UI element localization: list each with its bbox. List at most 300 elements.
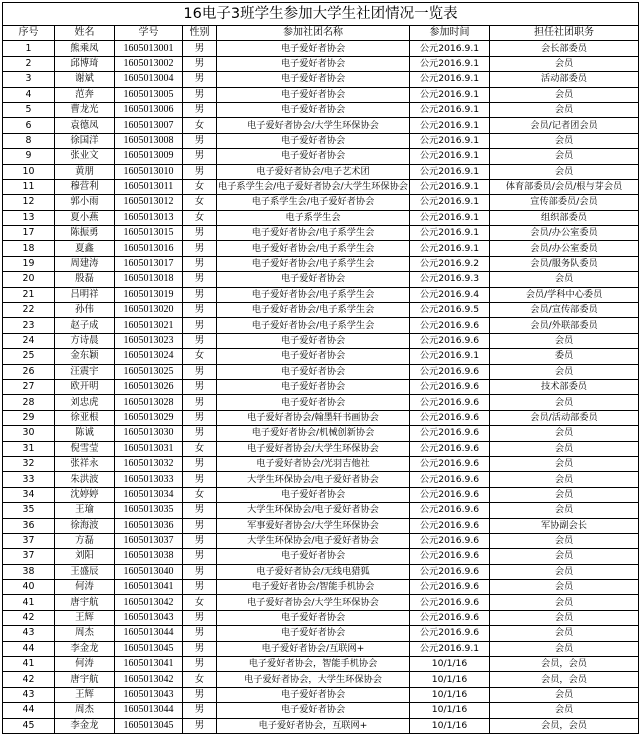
cell-student-id: 1605013043 (115, 687, 183, 702)
cell-club-role: 会员/学科中心委员 (490, 287, 639, 302)
cell-name: 王辉 (55, 687, 115, 702)
cell-index: 2 (3, 56, 55, 71)
cell-index: 43 (3, 687, 55, 702)
cell-index: 44 (3, 703, 55, 718)
cell-name: 周杰 (55, 703, 115, 718)
cell-gender: 女 (183, 195, 217, 210)
club-participation-table (2, 2, 639, 734)
cell-index: 38 (3, 564, 55, 579)
cell-join-date: 公元2016.9.1 (410, 56, 490, 71)
table-row (3, 426, 639, 441)
cell-gender: 男 (183, 533, 217, 548)
cell-index: 8 (3, 133, 55, 148)
cell-join-date: 公元2016.9.6 (410, 626, 490, 641)
cell-name: 郭小雨 (55, 195, 115, 210)
cell-gender: 女 (183, 441, 217, 456)
cell-index: 13 (3, 210, 55, 225)
cell-student-id: 1605013040 (115, 564, 183, 579)
cell-gender: 男 (183, 718, 217, 733)
cell-club-role: 会员 (490, 533, 639, 548)
cell-club-role: 会员，会员 (490, 718, 639, 733)
cell-club-role: 会员，会员 (490, 657, 639, 672)
cell-name: 朱洪波 (55, 472, 115, 487)
cell-gender: 男 (183, 641, 217, 656)
cell-gender: 男 (183, 657, 217, 672)
cell-student-id: 1605013013 (115, 210, 183, 225)
cell-join-date: 10/1/16 (410, 687, 490, 702)
cell-index: 27 (3, 379, 55, 394)
cell-gender: 男 (183, 364, 217, 379)
cell-index: 18 (3, 241, 55, 256)
table-row (3, 303, 639, 318)
cell-club-role: 会员 (490, 56, 639, 71)
cell-name: 王盛辰 (55, 564, 115, 579)
cell-gender: 男 (183, 549, 217, 564)
cell-gender: 男 (183, 102, 217, 117)
cell-name: 曹龙光 (55, 102, 115, 117)
cell-join-date: 公元2016.9.5 (410, 303, 490, 318)
cell-index: 34 (3, 487, 55, 502)
table-row (3, 549, 639, 564)
cell-index: 9 (3, 149, 55, 164)
cell-join-date: 10/1/16 (410, 718, 490, 733)
table-row (3, 472, 639, 487)
cell-index: 32 (3, 456, 55, 471)
cell-student-id: 1605013015 (115, 226, 183, 241)
cell-gender: 男 (183, 41, 217, 56)
cell-join-date: 公元2016.9.1 (410, 118, 490, 133)
header-club-role: 担任社团职务 (490, 26, 639, 41)
cell-student-id: 1605013002 (115, 56, 183, 71)
table-row (3, 287, 639, 302)
table-row (3, 718, 639, 733)
cell-index: 30 (3, 426, 55, 441)
cell-student-id: 1605013019 (115, 287, 183, 302)
cell-gender: 男 (183, 333, 217, 348)
cell-student-id: 1605013041 (115, 580, 183, 595)
cell-club-role: 会员 (490, 564, 639, 579)
cell-gender: 男 (183, 518, 217, 533)
cell-join-date: 公元2016.9.6 (410, 379, 490, 394)
cell-student-id: 1605013001 (115, 41, 183, 56)
club-participation-sheet (2, 2, 638, 734)
table-row (3, 272, 639, 287)
cell-club-name: 电子爱好者协会/无线电猎狐 (217, 564, 410, 579)
cell-gender: 女 (183, 672, 217, 687)
cell-join-date: 公元2016.9.3 (410, 272, 490, 287)
cell-club-name: 大学生环保协会/电子爱好者协会 (217, 533, 410, 548)
cell-gender: 男 (183, 687, 217, 702)
cell-gender: 男 (183, 395, 217, 410)
cell-index: 17 (3, 226, 55, 241)
cell-club-name: 电子爱好者协会/大学生环保协会 (217, 441, 410, 456)
cell-club-role: 会员 (490, 641, 639, 656)
cell-join-date: 公元2016.9.1 (410, 195, 490, 210)
cell-student-id: 1605013037 (115, 533, 183, 548)
header-name: 姓名 (55, 26, 115, 41)
cell-student-id: 1605013026 (115, 379, 183, 394)
cell-club-name: 电子爱好者协会/大学生环保协会 (217, 595, 410, 610)
cell-join-date: 公元2016.9.1 (410, 210, 490, 225)
cell-club-name: 电子爱好者协会 (217, 72, 410, 87)
cell-name: 孙伟 (55, 303, 115, 318)
cell-club-role: 会员/服务队委员 (490, 256, 639, 271)
cell-club-name: 电子爱好者协会/光羽吉他社 (217, 456, 410, 471)
cell-index: 19 (3, 256, 55, 271)
cell-student-id: 1605013038 (115, 549, 183, 564)
cell-index: 12 (3, 195, 55, 210)
cell-gender: 男 (183, 626, 217, 641)
cell-name: 袁德凤 (55, 118, 115, 133)
cell-student-id: 1605013023 (115, 333, 183, 348)
cell-student-id: 1605013008 (115, 133, 183, 148)
cell-club-name: 电子爱好者协会，智能手机协会 (217, 657, 410, 672)
cell-name: 何涛 (55, 657, 115, 672)
cell-student-id: 1605013004 (115, 72, 183, 87)
cell-club-role: 会员 (490, 580, 639, 595)
cell-name: 周建涛 (55, 256, 115, 271)
cell-club-role: 委员 (490, 349, 639, 364)
cell-join-date: 公元2016.9.1 (410, 179, 490, 194)
cell-gender: 男 (183, 303, 217, 318)
cell-join-date: 公元2016.9.6 (410, 426, 490, 441)
table-row (3, 102, 639, 117)
table-row (3, 580, 639, 595)
cell-name: 刘阳 (55, 549, 115, 564)
table-row (3, 195, 639, 210)
cell-club-role: 会员/办公室委员 (490, 226, 639, 241)
cell-name: 李金龙 (55, 718, 115, 733)
cell-name: 唐宇航 (55, 672, 115, 687)
cell-gender: 男 (183, 564, 217, 579)
cell-join-date: 公元2016.9.1 (410, 164, 490, 179)
cell-name: 唐宇航 (55, 595, 115, 610)
cell-club-name: 电子系学生会 (217, 210, 410, 225)
table-row (3, 626, 639, 641)
cell-student-id: 1605013042 (115, 672, 183, 687)
cell-index: 6 (3, 118, 55, 133)
cell-student-id: 1605013020 (115, 303, 183, 318)
cell-join-date: 公元2016.9.1 (410, 72, 490, 87)
cell-name: 徐亚根 (55, 410, 115, 425)
cell-name: 赵子成 (55, 318, 115, 333)
cell-club-role: 会员 (490, 364, 639, 379)
table-body (3, 41, 639, 734)
table-row (3, 87, 639, 102)
cell-index: 4 (3, 87, 55, 102)
cell-name: 邱博琦 (55, 56, 115, 71)
cell-club-name: 电子爱好者协会/电子系学生会 (217, 241, 410, 256)
cell-club-name: 电子爱好者协会 (217, 133, 410, 148)
cell-club-name: 电子爱好者协会 (217, 549, 410, 564)
cell-join-date: 公元2016.9.6 (410, 564, 490, 579)
cell-club-name: 电子爱好者协会 (217, 626, 410, 641)
cell-name: 张祥永 (55, 456, 115, 471)
cell-index: 5 (3, 102, 55, 117)
cell-name: 方磊 (55, 533, 115, 548)
cell-club-name: 电子爱好者协会/电子系学生会 (217, 287, 410, 302)
cell-join-date: 公元2016.9.1 (410, 241, 490, 256)
cell-club-name: 电子爱好者协会/电子系学生会 (217, 256, 410, 271)
cell-student-id: 1605013042 (115, 595, 183, 610)
cell-join-date: 公元2016.9.1 (410, 133, 490, 148)
table-row (3, 256, 639, 271)
cell-club-role: 会员 (490, 441, 639, 456)
cell-club-role: 会员，会员 (490, 672, 639, 687)
cell-club-role: 会员 (490, 456, 639, 471)
cell-club-role: 会员/活动部委员 (490, 410, 639, 425)
cell-index: 42 (3, 672, 55, 687)
cell-index: 29 (3, 410, 55, 425)
cell-join-date: 公元2016.9.6 (410, 472, 490, 487)
cell-gender: 男 (183, 256, 217, 271)
cell-student-id: 1605013024 (115, 349, 183, 364)
cell-club-name: 电子爱好者协会/互联网+ (217, 641, 410, 656)
cell-club-name: 电子爱好者协会/电子系学生会 (217, 318, 410, 333)
cell-club-name: 电子爱好者协会/翰墨轩书画协会 (217, 410, 410, 425)
cell-student-id: 1605013028 (115, 395, 183, 410)
table-row (3, 364, 639, 379)
cell-name: 张业文 (55, 149, 115, 164)
cell-student-id: 1605013044 (115, 703, 183, 718)
cell-name: 王瑜 (55, 503, 115, 518)
cell-club-role: 会员 (490, 164, 639, 179)
cell-student-id: 1605013041 (115, 657, 183, 672)
cell-student-id: 1605013030 (115, 426, 183, 441)
cell-club-name: 电子爱好者协会，大学生环保协会 (217, 672, 410, 687)
cell-student-id: 1605013035 (115, 503, 183, 518)
cell-club-role: 会员 (490, 549, 639, 564)
cell-student-id: 1605013043 (115, 610, 183, 625)
cell-index: 10 (3, 164, 55, 179)
cell-club-name: 电子爱好者协会/智能手机协会 (217, 580, 410, 595)
cell-club-name: 电子爱好者协会 (217, 87, 410, 102)
cell-index: 28 (3, 395, 55, 410)
header-club-name: 参加社团名称 (217, 26, 410, 41)
cell-club-role: 会员/外联部委员 (490, 318, 639, 333)
cell-index: 21 (3, 287, 55, 302)
cell-gender: 男 (183, 149, 217, 164)
cell-student-id: 1605013005 (115, 87, 183, 102)
cell-gender: 男 (183, 580, 217, 595)
cell-index: 3 (3, 72, 55, 87)
cell-student-id: 1605013045 (115, 641, 183, 656)
cell-club-name: 电子爱好者协会/大学生环保协会 (217, 118, 410, 133)
table-row (3, 379, 639, 394)
table-row (3, 456, 639, 471)
cell-club-role: 会长部委员 (490, 41, 639, 56)
cell-gender: 男 (183, 56, 217, 71)
cell-gender: 男 (183, 318, 217, 333)
cell-join-date: 公元2016.9.2 (410, 256, 490, 271)
cell-index: 40 (3, 580, 55, 595)
cell-join-date: 公元2016.9.1 (410, 349, 490, 364)
cell-club-name: 电子爱好者协会/电子系学生会 (217, 303, 410, 318)
cell-name: 吕明祥 (55, 287, 115, 302)
cell-club-role: 会员 (490, 503, 639, 518)
cell-join-date: 10/1/16 (410, 703, 490, 718)
cell-join-date: 公元2016.9.6 (410, 456, 490, 471)
cell-name: 夏小燕 (55, 210, 115, 225)
cell-index: 42 (3, 610, 55, 625)
cell-gender: 男 (183, 241, 217, 256)
cell-join-date: 10/1/16 (410, 657, 490, 672)
cell-gender: 男 (183, 72, 217, 87)
cell-gender: 男 (183, 426, 217, 441)
cell-index: 37 (3, 549, 55, 564)
cell-club-role: 组织部委员 (490, 210, 639, 225)
cell-club-role: 会员 (490, 133, 639, 148)
cell-gender: 男 (183, 226, 217, 241)
cell-club-role: 会员 (490, 426, 639, 441)
cell-gender: 女 (183, 179, 217, 194)
cell-club-role: 活动部委员 (490, 72, 639, 87)
cell-index: 22 (3, 303, 55, 318)
table-row (3, 226, 639, 241)
cell-club-name: 电子爱好者协会，互联网+ (217, 718, 410, 733)
cell-name: 陈振勇 (55, 226, 115, 241)
cell-club-name: 大学生环保协会/电子爱好者协会 (217, 503, 410, 518)
cell-club-name: 电子爱好者协会/机械创新协会 (217, 426, 410, 441)
cell-name: 欧开明 (55, 379, 115, 394)
cell-gender: 男 (183, 133, 217, 148)
cell-index: 41 (3, 595, 55, 610)
cell-club-role: 会员 (490, 687, 639, 702)
cell-name: 范奔 (55, 87, 115, 102)
cell-student-id: 1605013010 (115, 164, 183, 179)
cell-index: 26 (3, 364, 55, 379)
table-row (3, 595, 639, 610)
cell-join-date: 公元2016.9.6 (410, 487, 490, 502)
cell-club-role: 宣传部委员/会员 (490, 195, 639, 210)
cell-club-name: 电子爱好者协会 (217, 149, 410, 164)
cell-join-date: 公元2016.9.6 (410, 595, 490, 610)
table-row (3, 687, 639, 702)
cell-student-id: 1605013045 (115, 718, 183, 733)
cell-student-id: 1605013025 (115, 364, 183, 379)
cell-club-name: 电子系学生会/电子爱好者协会/大学生环保协会 (217, 179, 410, 194)
cell-join-date: 公元2016.9.6 (410, 318, 490, 333)
cell-club-role: 会员/宣传部委员 (490, 303, 639, 318)
table-row (3, 349, 639, 364)
table-row (3, 318, 639, 333)
cell-index: 41 (3, 657, 55, 672)
cell-club-role: 会员 (490, 87, 639, 102)
cell-club-name: 电子爱好者协会 (217, 272, 410, 287)
cell-gender: 女 (183, 349, 217, 364)
table-row (3, 564, 639, 579)
table-row (3, 118, 639, 133)
cell-index: 23 (3, 318, 55, 333)
table-row (3, 56, 639, 71)
cell-club-name: 电子爱好者协会 (217, 487, 410, 502)
cell-club-name: 电子爱好者协会 (217, 395, 410, 410)
cell-index: 37 (3, 533, 55, 548)
table-row (3, 133, 639, 148)
cell-gender: 男 (183, 703, 217, 718)
cell-join-date: 公元2016.9.6 (410, 441, 490, 456)
cell-name: 穆营利 (55, 179, 115, 194)
cell-join-date: 公元2016.9.6 (410, 333, 490, 348)
cell-name: 何涛 (55, 580, 115, 595)
cell-club-name: 电子爱好者协会 (217, 102, 410, 117)
header-join-date: 参加时间 (410, 26, 490, 41)
cell-gender: 女 (183, 210, 217, 225)
cell-join-date: 公元2016.9.6 (410, 549, 490, 564)
table-row (3, 503, 639, 518)
cell-gender: 男 (183, 272, 217, 287)
cell-join-date: 公元2016.9.6 (410, 364, 490, 379)
cell-club-name: 电子爱好者协会 (217, 610, 410, 625)
cell-club-name: 电子爱好者协会 (217, 687, 410, 702)
cell-name: 谢斌 (55, 72, 115, 87)
table-row (3, 72, 639, 87)
cell-join-date: 公元2016.9.6 (410, 533, 490, 548)
cell-club-name: 电子爱好者协会 (217, 56, 410, 71)
cell-name: 徐国洋 (55, 133, 115, 148)
header-student-id: 学号 (115, 26, 183, 41)
table-row (3, 410, 639, 425)
cell-gender: 男 (183, 610, 217, 625)
table-row (3, 41, 639, 56)
cell-student-id: 1605013016 (115, 241, 183, 256)
cell-student-id: 1605013009 (115, 149, 183, 164)
cell-club-role: 会员 (490, 149, 639, 164)
cell-club-role: 会员 (490, 395, 639, 410)
cell-club-role: 会员/办公室委员 (490, 241, 639, 256)
header-gender: 性别 (183, 26, 217, 41)
cell-gender: 男 (183, 472, 217, 487)
cell-join-date: 公元2016.9.1 (410, 87, 490, 102)
cell-gender: 男 (183, 503, 217, 518)
cell-club-role: 体育部委员/会员/根与芽会员 (490, 179, 639, 194)
cell-join-date: 公元2016.9.1 (410, 641, 490, 656)
cell-name: 李金龙 (55, 641, 115, 656)
table-row (3, 241, 639, 256)
cell-student-id: 1605013031 (115, 441, 183, 456)
header-row (3, 26, 639, 41)
cell-student-id: 1605013033 (115, 472, 183, 487)
cell-student-id: 1605013021 (115, 318, 183, 333)
cell-name: 陈诚 (55, 426, 115, 441)
cell-join-date: 公元2016.9.1 (410, 102, 490, 117)
cell-join-date: 公元2016.9.6 (410, 518, 490, 533)
cell-index: 24 (3, 333, 55, 348)
cell-club-role: 会员 (490, 626, 639, 641)
table-row (3, 149, 639, 164)
cell-join-date: 公元2016.9.6 (410, 580, 490, 595)
cell-club-role: 会员 (490, 703, 639, 718)
cell-join-date: 公元2016.9.1 (410, 226, 490, 241)
cell-name: 倪雪莹 (55, 441, 115, 456)
table-title: 16电子3班学生参加大学生社团情况一览表 (3, 3, 639, 26)
cell-join-date: 公元2016.9.1 (410, 41, 490, 56)
cell-student-id: 1605013012 (115, 195, 183, 210)
cell-join-date: 公元2016.9.4 (410, 287, 490, 302)
cell-gender: 女 (183, 118, 217, 133)
cell-index: 43 (3, 626, 55, 641)
cell-index: 35 (3, 503, 55, 518)
cell-club-name: 大学生环保协会/电子爱好者协会 (217, 472, 410, 487)
table-row (3, 703, 639, 718)
cell-club-name: 军事爱好者协会/大学生环保协会 (217, 518, 410, 533)
cell-club-name: 电子爱好者协会 (217, 364, 410, 379)
cell-name: 徐海波 (55, 518, 115, 533)
header-index: 序号 (3, 26, 55, 41)
cell-student-id: 1605013011 (115, 179, 183, 194)
table-row (3, 610, 639, 625)
table-row (3, 395, 639, 410)
